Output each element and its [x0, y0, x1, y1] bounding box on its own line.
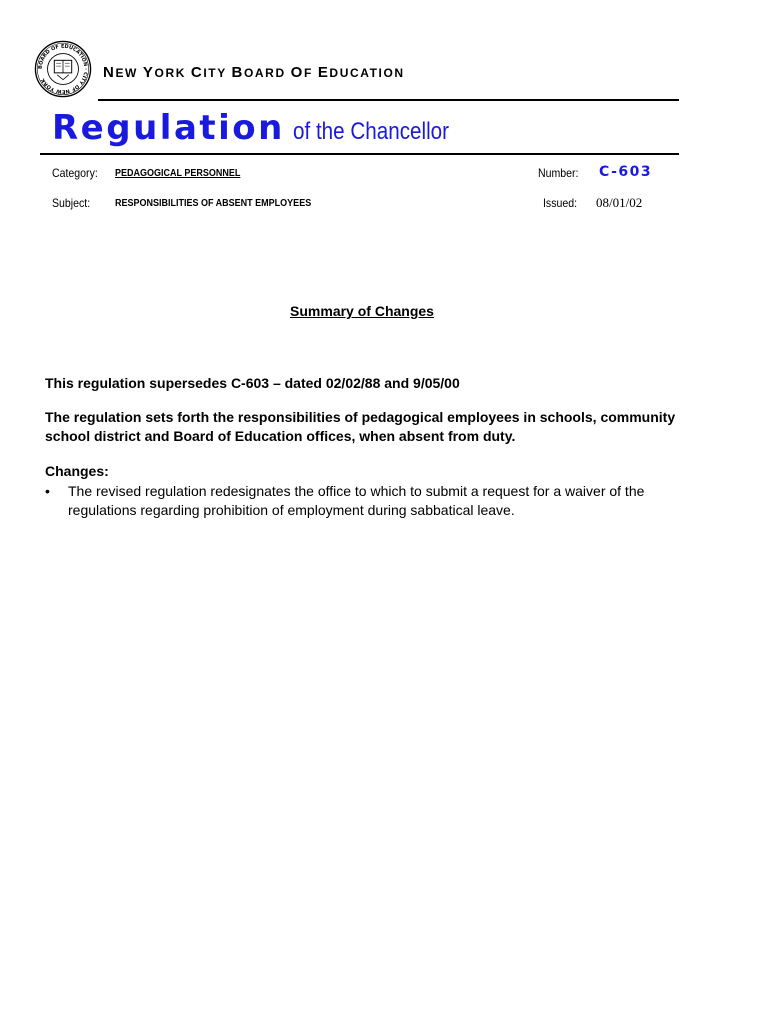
seal-emblem-icon — [34, 40, 92, 98]
changes-label: Changes: — [45, 463, 109, 479]
regulation-number: C-603 — [599, 164, 653, 180]
header-bottom-rule — [40, 153, 679, 155]
change-item-text: The revised regulation redesignates the office to which to submit a request for a waiver of the regulations regarding prohibition of employment during sabbatical leave. — [68, 483, 645, 518]
subject-label: Subject: — [52, 196, 91, 210]
organization-name — [103, 64, 405, 81]
header-top-rule — [98, 99, 679, 101]
issued-label: Issued: — [543, 196, 578, 210]
organization-name-text: NEW YORK CITY BOARD OF EDUCATION — [103, 64, 405, 81]
issued-date: 08/01/02 — [596, 195, 643, 210]
number-label: Number: — [538, 166, 579, 180]
title-sub: of the Chancellor — [292, 118, 449, 145]
subject-value: RESPONSIBILITIES OF ABSENT EMPLOYEES — [115, 198, 312, 209]
summary-heading: Summary of Changes — [290, 303, 434, 319]
supersedes-statement: This regulation supersedes C-603 – dated 02/02/88 and 9/05/00 — [45, 375, 460, 391]
purpose-statement: The regulation sets forth the responsibilities of pedagogical employees in schools, community school district and Board of Education offices, when absent from duty. — [45, 409, 676, 444]
category-label: Category: — [52, 166, 98, 180]
bullet-icon: • — [45, 483, 50, 499]
board-of-education-seal — [34, 40, 92, 98]
seal-text: BOARD OF EDUCATION · CITY OF NEW YORK — [37, 43, 89, 95]
title-main: Regulation — [52, 108, 285, 148]
category-value: PEDAGOGICAL PERSONNEL — [115, 168, 241, 179]
document-title — [52, 108, 474, 148]
